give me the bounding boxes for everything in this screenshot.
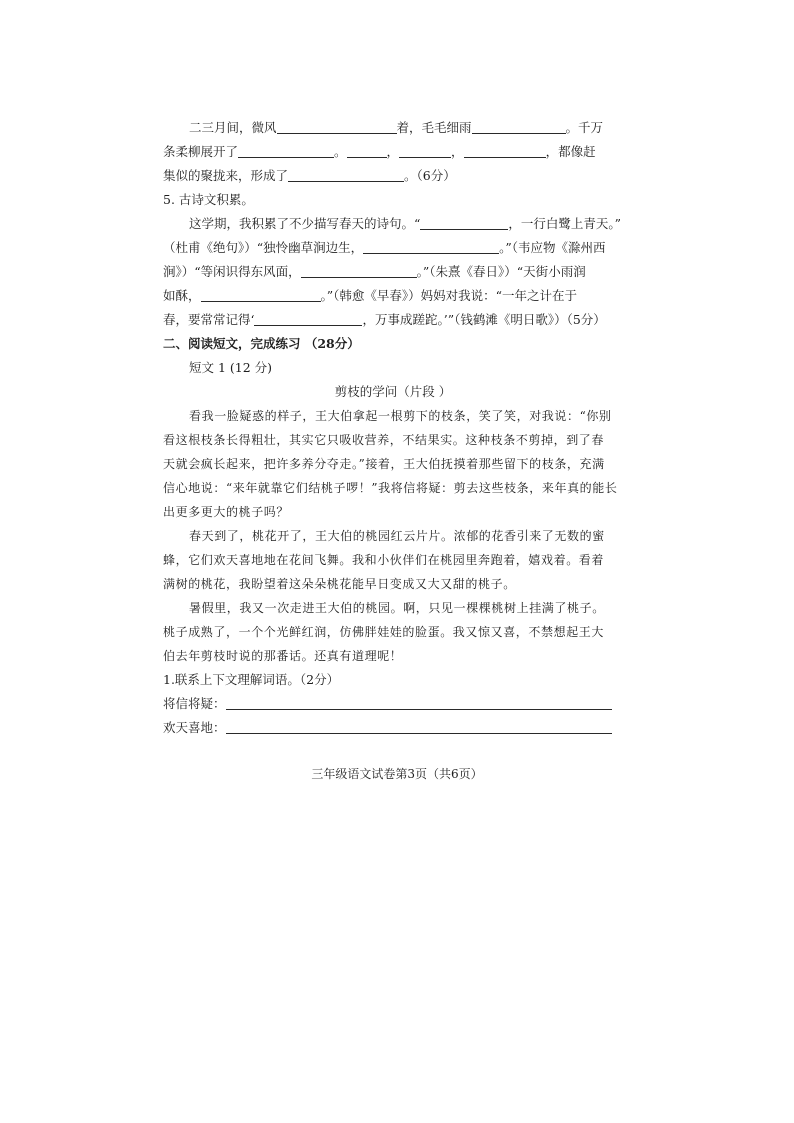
passage-line: 满树的桃花，我盼望着这朵朵桃花能早日变成又大又甜的桃子。 (163, 577, 516, 591)
passage-line: 伯去年剪枝时说的那番话。还真有道理呢！ (163, 649, 403, 663)
passage-label: 短文 1 (12 分) (189, 360, 273, 375)
answer-blank[interactable] (347, 143, 387, 158)
q5-line-1 (163, 212, 623, 236)
text: 。 (334, 144, 347, 159)
answer-blank[interactable] (472, 119, 566, 134)
passage-line: 春天到了，桃花开了，王大伯的桃园红云片片。浓郁的花香引来了无数的蜜 (189, 529, 605, 543)
text: 。”（朱熹《春日》）“天街小雨润 (416, 264, 586, 279)
text: 。（6分） (404, 168, 456, 183)
q1-item-2 (163, 716, 623, 740)
q5-heading: 5. 古诗文积累。 (163, 192, 254, 207)
answer-blank[interactable] (420, 215, 508, 230)
answer-blank[interactable] (288, 167, 404, 182)
text: ，万事成蹉跎。’”（钱鹤滩《明日歌》）（5分） (362, 312, 606, 327)
section-2-heading: 二、阅读短文，完成练习 （28分） (163, 336, 360, 351)
text: 如酥， (163, 288, 201, 303)
answer-blank[interactable] (464, 143, 546, 158)
text: ，都像赶 (545, 144, 596, 159)
passage-line: 桃子成熟了，一个个光鲜红润，仿佛胖娃娃的脸蛋。我又惊又喜，不禁想起王大 (163, 625, 605, 639)
passage-line: 信心地说：“来年就靠它们结桃子啰！”我将信将疑：剪去这些枝条，来年真的能长 (163, 481, 618, 495)
answer-blank[interactable] (399, 143, 451, 158)
text: ， (386, 144, 400, 159)
term-label: 欢天喜地： (163, 720, 226, 735)
text: 条柔柳展开了 (163, 144, 239, 159)
answer-blank[interactable] (201, 287, 321, 302)
answer-blank[interactable] (238, 143, 334, 158)
text: 着，毛毛细雨 (396, 120, 472, 135)
passage-line: 蜂，它们欢天喜地地在花间飞舞。我和小伙伴们在桃园里奔跑着，嬉戏着。看着 (163, 553, 605, 567)
passage-line: 出更多更大的桃子吗？ (163, 505, 290, 519)
text: ， (451, 144, 464, 159)
passage-body (163, 404, 623, 668)
answer-blank[interactable] (363, 239, 499, 254)
q5-line-5 (163, 308, 623, 332)
answer-blank[interactable] (277, 119, 397, 134)
text: （杜甫《绝句》）“独怜幽草涧边生， (163, 240, 364, 255)
passage-line: 暑假里，我又一次走进王大伯的桃园。啊，只见一棵棵桃树上挂满了桃子。 (189, 601, 605, 615)
q4-line-3 (163, 164, 623, 188)
text: 春，要常常记得‘ (163, 312, 255, 327)
q5-line-2 (163, 236, 623, 260)
passage-line: 看这根枝条长得粗壮，其实它只吸收营养，不结果实。这种枝条不剪掉，到了春 (163, 433, 605, 447)
passage-title: 剪枝的学问（片段 ） (334, 384, 452, 399)
answer-blank[interactable] (301, 263, 417, 278)
page-content (163, 116, 623, 740)
text: 。”（韩愈《早春》）妈妈对我说：“一年之计在于 (320, 288, 578, 303)
text: 。”（韦应物《滁州西 (499, 240, 606, 255)
q5-line-3 (163, 260, 623, 284)
text: 二三月间，微风 (189, 120, 277, 135)
q1-heading: 1.联系上下文理解词语。（2分） (163, 672, 340, 687)
text: 涧》）“等闲识得东风面， (163, 264, 301, 279)
q1-item-1 (163, 692, 623, 716)
text: 这学期，我积累了不少描写春天的诗句。“ (189, 216, 421, 231)
answer-line[interactable] (226, 695, 612, 710)
text: 。千万 (565, 120, 604, 135)
page-footer: 三年级语文试卷第3页（共6页） (311, 767, 483, 781)
text: ，一行白鹭上青天。” (508, 216, 622, 231)
q4-line-2 (163, 140, 623, 164)
q5-line-4 (163, 284, 623, 308)
passage-line: 天就会疯长起来，把许多养分夺走。”接着，王大伯抚摸着那些留下的枝条，充满 (163, 457, 605, 471)
passage-line: 看我一脸疑惑的样子，王大伯拿起一根剪下的枝条，笑了笑，对我说：“你别 (189, 409, 612, 423)
text: 集似的聚拢来，形成了 (163, 168, 289, 183)
q4-line-1 (163, 116, 623, 140)
answer-line[interactable] (226, 719, 612, 734)
term-label: 将信将疑： (163, 696, 226, 711)
answer-blank[interactable] (254, 311, 362, 326)
